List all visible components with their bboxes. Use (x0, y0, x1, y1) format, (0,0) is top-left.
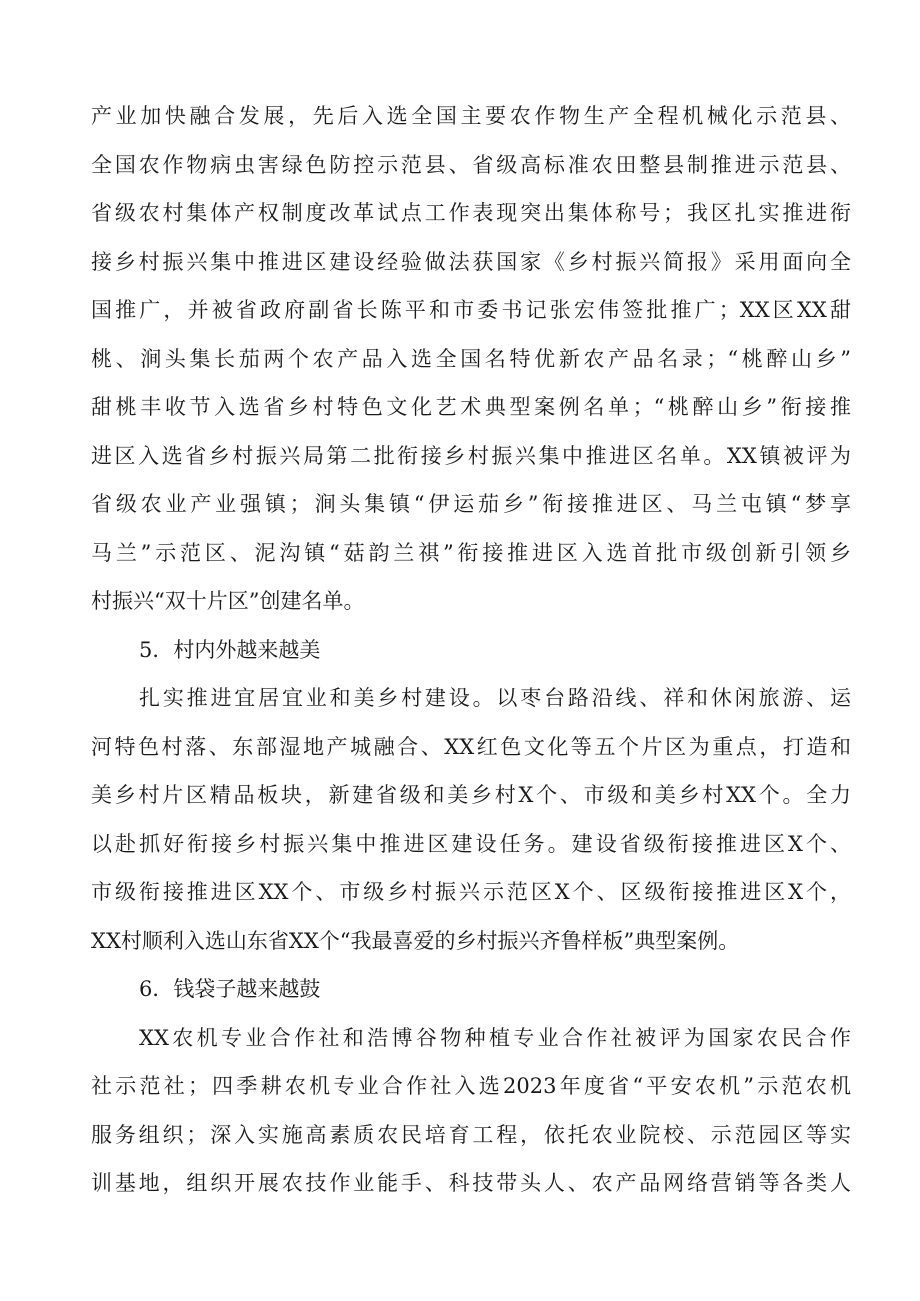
document-body (91, 92, 851, 1208)
paragraph-3-line-2: 社示范社；四季耕农机专业合作社入选2023年度省“平安农机”示范农机 (91, 1074, 851, 1098)
paragraph-2-line-3: 美乡村片区精品板块，新建省级和美乡村X个、市级和美乡村XX个。全力 (91, 783, 851, 807)
paragraph-1-line-8: 进区入选省乡村振兴局第二批衔接乡村振兴集中推进区名单。XX镇被评为 (91, 443, 851, 468)
paragraph-2-line-5: 市级衔接推进区XX个、市级乡村振兴示范区X个、区级衔接推进区X个， (91, 880, 851, 904)
paragraph-1-line-9: 省级农业产业强镇；涧头集镇“伊运茄乡”衔接推进区、马兰屯镇“梦享 (91, 492, 851, 516)
paragraph-2-line-1: 扎实推进宜居宜业和美乡村建设。以枣台路沿线、祥和休闲旅游、运 (139, 686, 851, 710)
paragraph-2-line-4: 以赴抓好衔接乡村振兴集中推进区建设任务。建设省级衔接推进区X个、 (91, 831, 851, 856)
section-heading-6: 6．钱袋子越来越鼓 (139, 977, 321, 1001)
paragraph-1-line-4: 接乡村振兴集中推进区建设经验做法获国家《乡村振兴简报》采用面向全 (91, 249, 851, 274)
paragraph-3-line-4: 训基地，组织开展农技作业能手、科技带头人、农产品网络营销等各类人 (91, 1171, 851, 1195)
paragraph-1-line-11: 村振兴“双十片区”创建名单。 (91, 589, 365, 613)
paragraph-1-line-1: 产业加快融合发展，先后入选全国主要农作物生产全程机械化示范县、 (91, 104, 851, 128)
paragraph-2-line-6: XX村顺利入选山东省XX个“我最喜爱的乡村振兴齐鲁样板”典型案例。 (91, 928, 740, 953)
paragraph-1-line-6: 桃、涧头集长茄两个农产品入选全国名特优新农产品名录；“桃醉山乡” (91, 346, 851, 371)
paragraph-1-line-10: 马兰”示范区、泥沟镇“菇韵兰祺”衔接推进区入选首批市级创新引领乡 (91, 540, 851, 565)
paragraph-2-line-2: 河特色村落、东部湿地产城融合、XX红色文化等五个片区为重点，打造和 (91, 734, 851, 759)
paragraph-1-line-3: 省级农村集体产权制度改革试点工作表现突出集体称号；我区扎实推进衔 (91, 201, 851, 225)
paragraph-1-line-2: 全国农作物病虫害绿色防控示范县、省级高标准农田整县制推进示范县、 (91, 152, 851, 177)
paragraph-1-line-5: 国推广，并被省政府副省长陈平和市委书记张宏伟签批推广；XX区XX甜 (91, 298, 851, 322)
paragraph-3-line-3: 服务组织；深入实施高素质农民培育工程，依托农业院校、示范园区等实 (91, 1122, 851, 1147)
section-heading-5: 5．村内外越来越美 (139, 637, 321, 662)
paragraph-3-line-1: XX农机专业合作社和浩博谷物种植专业合作社被评为国家农民合作 (139, 1025, 851, 1050)
paragraph-1-line-7: 甜桃丰收节入选省乡村特色文化艺术典型案例名单；“桃醉山乡”衔接推 (91, 395, 851, 419)
